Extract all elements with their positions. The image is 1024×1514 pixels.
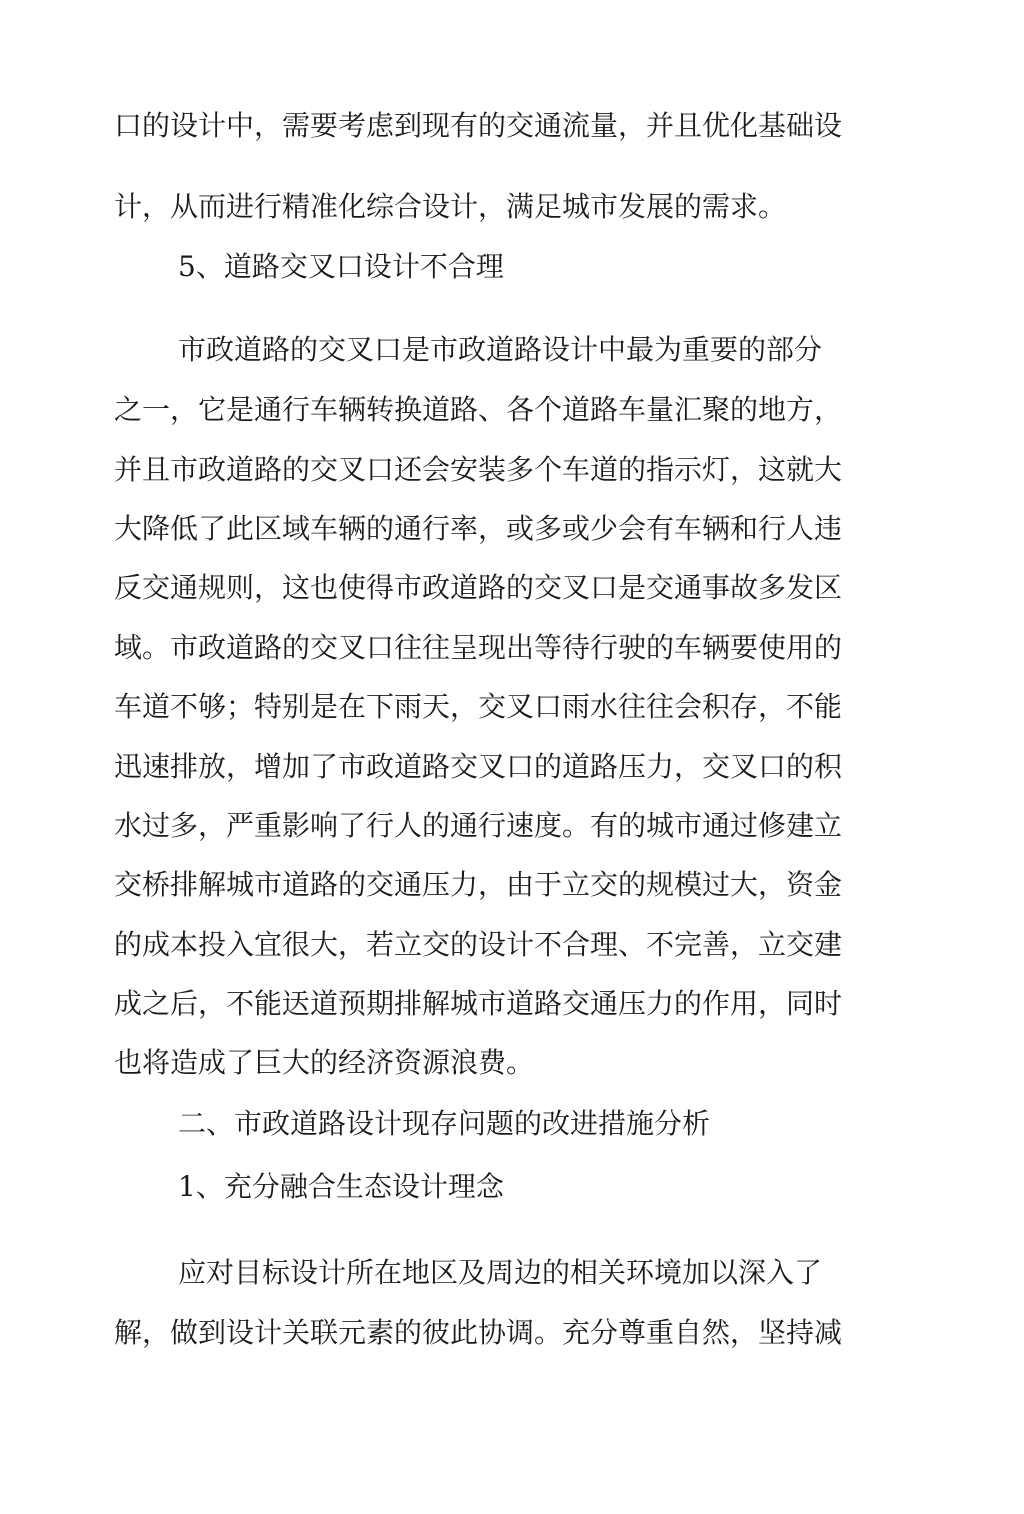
paragraph-line: 成之后，不能迗道预期排解城市道路交通压力的作用，同时 [114,987,843,1020]
paragraph-line: 并且市政道路的交叉口还会安装多个车道的指示灯，这就大 [114,453,843,486]
paragraph-line: 也将造成了巨大的经济资源浪费。 [114,1046,535,1079]
section-heading: 1、充分融合生态设计理念 [178,1170,504,1203]
paragraph-line: 的成本投入宜很大，若立交的设计不合理、不完善，立交建 [114,928,843,961]
paragraph-line: 大降低了此区域车辆的通行率，或多或少会有车辆和行人违 [114,512,843,545]
paragraph-line: 之一，它是通行车辆转换道路、各个道路车量汇聚的地方， [114,393,843,426]
paragraph-line: 车道不够；特别是在下雨天，交叉口雨水往往会积存，不能 [114,690,843,723]
paragraph-line: 水过多，严重影响了行人的通行速度。有的城市通过修建立 [114,809,843,842]
paragraph-line: 域。市政道路的交叉口往往呈现出等待行驶的车辆要使用的 [114,631,843,664]
section-heading: 二、市政道路设计现存问题的改进措施分析 [178,1107,711,1140]
paragraph-line: 计，从而进行精准化综合设计，满足城市发展的需求。 [114,190,787,223]
paragraph-line: 解，做到设计关联元素的彼此协调。充分尊重自然，坚持减 [114,1316,843,1349]
section-heading: 5、道路交叉口设计不合理 [178,250,504,283]
paragraph-line: 反交通规则，这也使得市政道路的交叉口是交通事故多发区 [114,571,843,604]
paragraph-line: 口的设计中，需要考虑到现有的交通流量，并且优化基础设 [114,109,843,142]
paragraph-line: 交桥排解城市道路的交通压力，由于立交的规模过大，资金 [114,868,843,901]
paragraph-line: 市政道路的交叉口是市政道路设计中最为重要的部分 [178,333,823,366]
paragraph-line: 迅速排放，增加了市政道路交叉口的道路压力，交叉口的积 [114,750,843,783]
paragraph-line: 应对目标设计所在地区及周边的相关环境加以深入了 [178,1256,823,1289]
